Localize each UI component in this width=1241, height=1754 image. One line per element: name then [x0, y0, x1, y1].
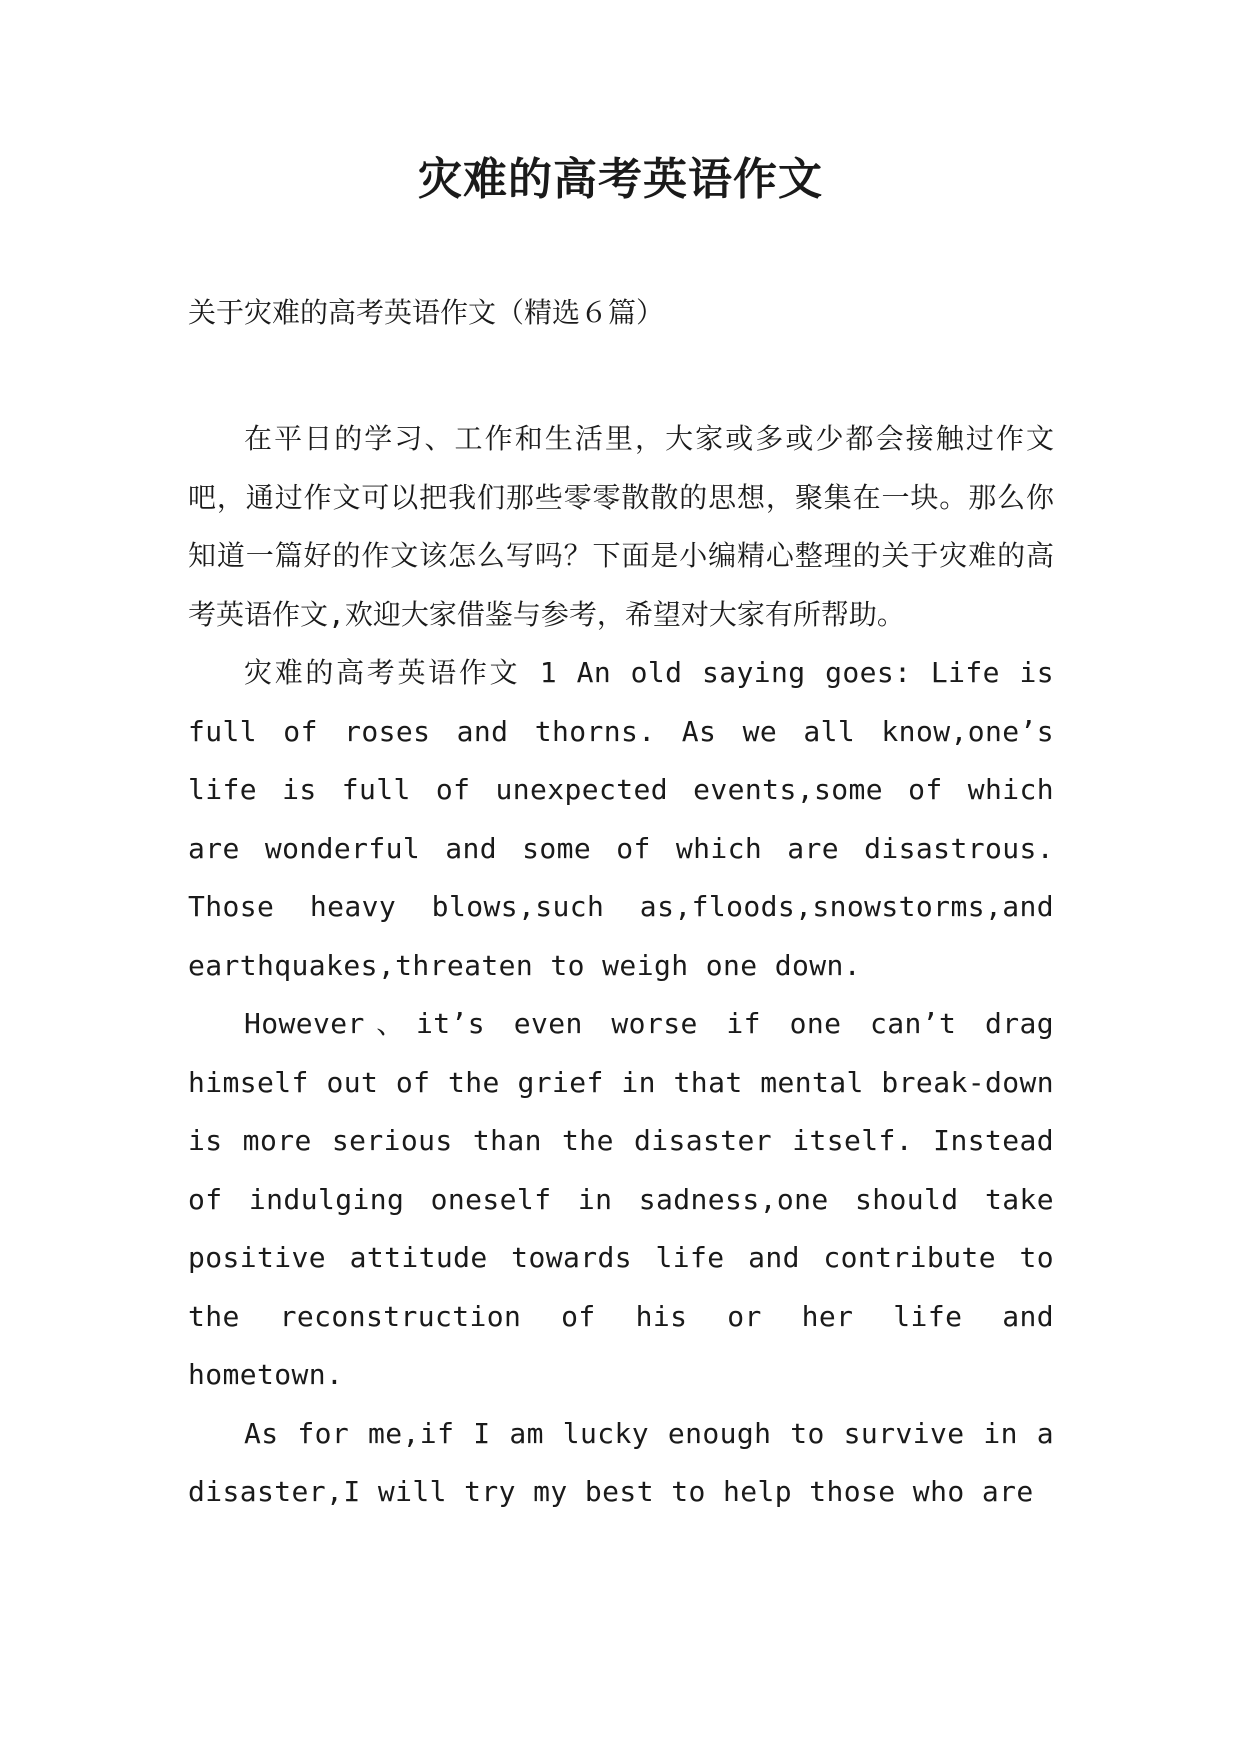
paragraph-essay-2: However、it’s even worse if one can’t drag himself out of the grief in that mental break-down is more serious than the disaster itself. Instead of indulging oneself in sadness,one should take positive attitude towards life and contribute to the reconstruction of his or her life and hometown.: [188, 1007, 1054, 1391]
document-body: [188, 410, 1054, 1522]
paragraph-essay-3: As for me,if I am lucky enough to survive in a disaster,I will try my best to help those who are: [188, 1416, 1054, 1508]
document-title: 灾难的高考英语作文: [418, 154, 823, 205]
document-subtitle: 关于灾难的高考英语作文（精选６篇）: [188, 296, 665, 329]
paragraph-intro: 在平日的学习、工作和生活里，大家或多或少都会接触过作文吧，通过作文可以把我们那些零零散散的思想，聚集在一块。那么你知道一篇好的作文该怎么写吗？下面是小编精心整理的关于灾难的高考英语作文,欢迎大家借鉴与参考，希望对大家有所帮助。: [188, 422, 1054, 631]
paragraph-essay-1: 灾难的高考英语作文 1 An old saying goes: Life is full of roses and thorns. As we all know,one’s life is full of unexpected events,some of which are wonderful and some of which are disastrous. Those heavy blows,such as,floods,snowstorms,and earthquakes,threaten to weigh one down.: [188, 656, 1054, 982]
